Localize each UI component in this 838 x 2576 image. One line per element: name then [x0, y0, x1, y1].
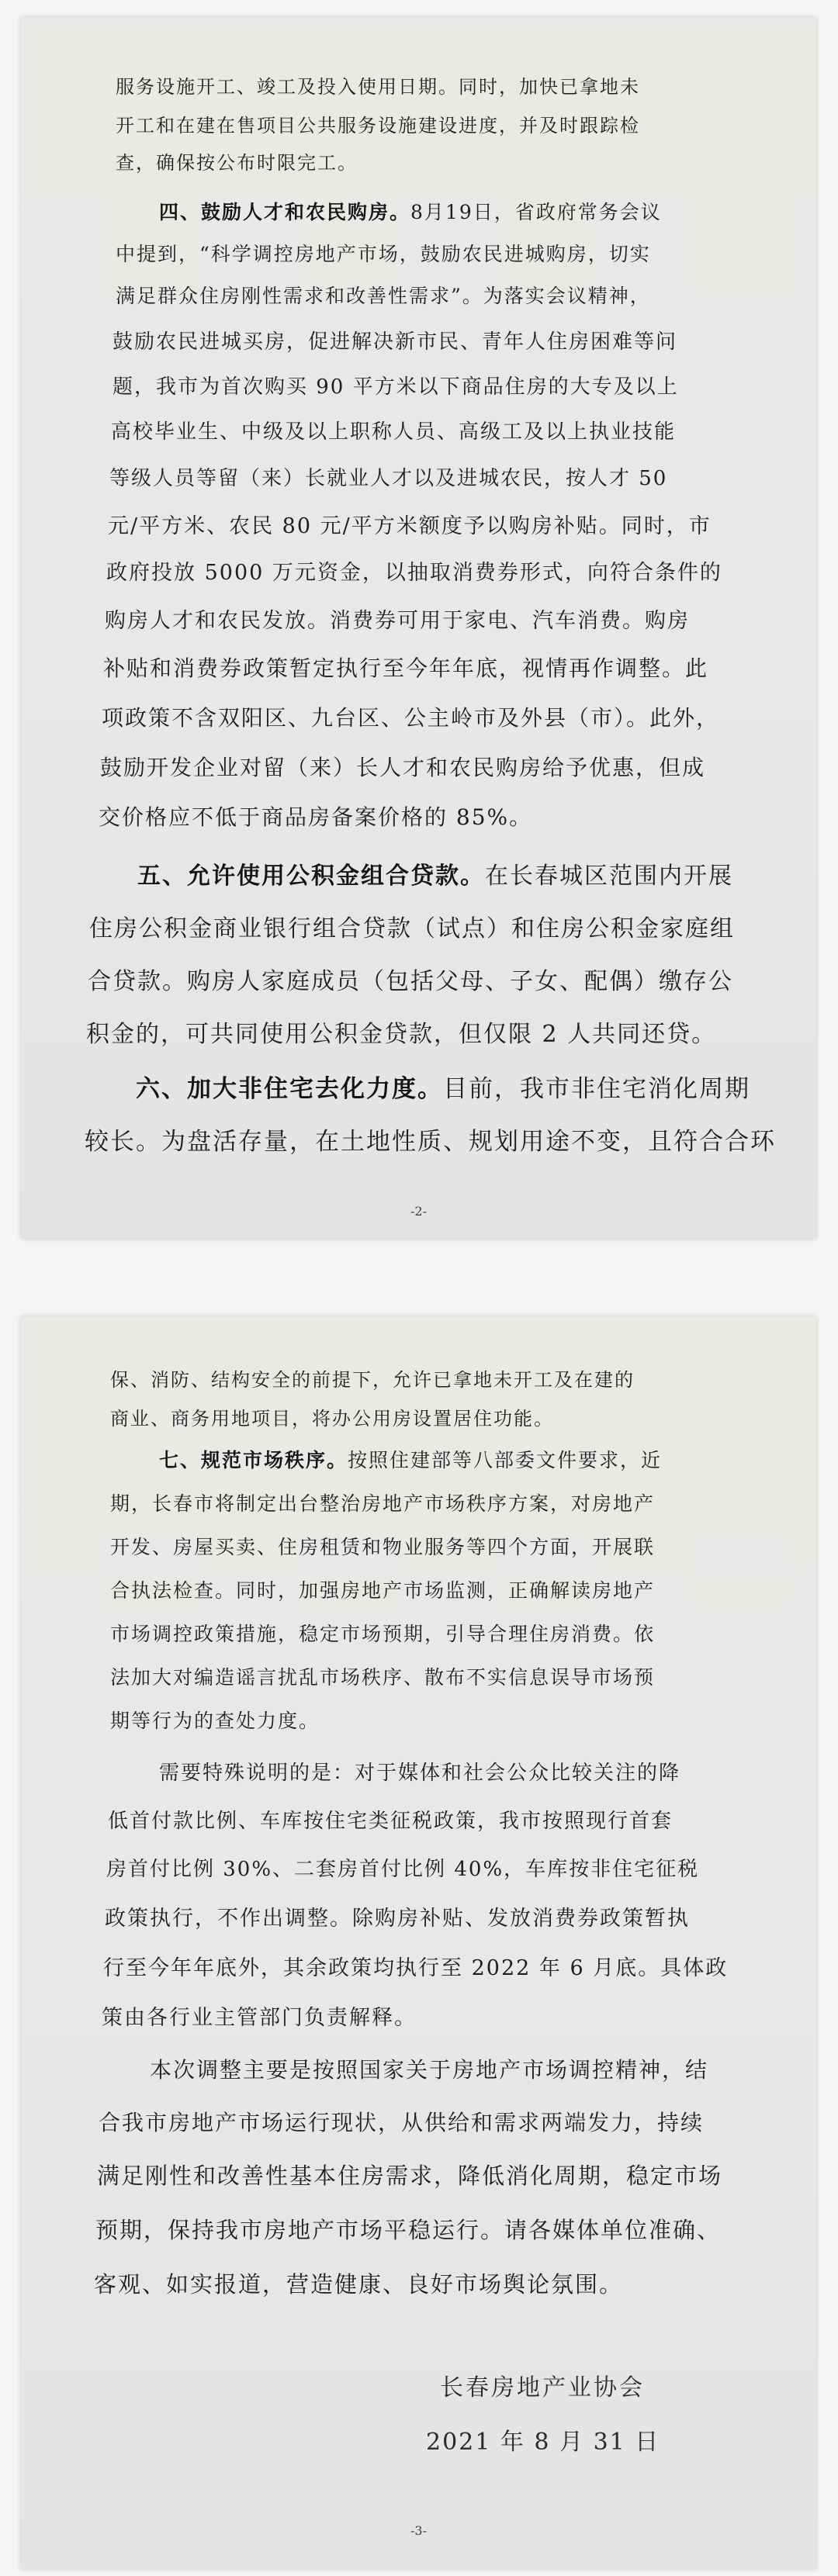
- text-line: 合我市房地产市场运行现状，从供给和需求两端发力，持续: [99, 2110, 705, 2135]
- text-line: 低首付款比例、车库按住宅类征税政策，我市按照现行首套: [108, 1810, 674, 1833]
- text-line: 项政策不含双阳区、九台区、公主岭市及外县（市）。此外，: [102, 705, 720, 731]
- text-line: 行至今年年底外，其余政策均执行至 2022 年 6 月底。具体政: [103, 1956, 729, 1980]
- text-line: 交价格应不低于商品房备案价格的 85%。: [99, 804, 533, 830]
- text-line: 购房人才和农民发放。消费券可用于家电、汽车消费。购房: [105, 609, 690, 633]
- text-line: 需要特殊说明的是：对于媒体和社会公众比较关注的降: [159, 1762, 681, 1785]
- page-number: -2-: [410, 1204, 427, 1219]
- section-6-heading: 六、加大非住宅去化力度。: [136, 1075, 443, 1103]
- text-line: 题，我市为首次购买 90 平方米以下商品住房的大专及以上: [113, 375, 679, 399]
- section-4-heading: 四、鼓励人才和农民购房。: [159, 201, 411, 223]
- text-line: 合执法检查。同时，加强房地产市场监测，正确解读房地产: [110, 1579, 656, 1602]
- text-line: 鼓励开发企业对留（来）长人才和农民购房给予优惠，但成: [100, 755, 706, 780]
- document-page-2: [21, 17, 816, 1239]
- section-5-line: [137, 856, 733, 890]
- text-line: 期等行为的查处力度。: [110, 1710, 320, 1732]
- section-4-text: 8月19日，省政府常务会议: [410, 201, 662, 223]
- section-4-line: [159, 197, 662, 225]
- text-line: 期，长春市将制定出台整治房地产市场秩序方案，对房地产: [110, 1492, 656, 1515]
- text-line: 满足刚性和改善性基本住房需求，降低消化周期，稳定市场: [97, 2163, 723, 2189]
- text-line: 住房公积金商业银行组合贷款（试点）和住房公积金家庭组: [89, 915, 735, 942]
- text-line: 客观、如实报道，营造健康、良好市场舆论氛围。: [94, 2271, 624, 2298]
- text-line: 合贷款。购房人家庭成员（包括父母、子女、配偶）缴存公: [88, 968, 733, 995]
- section-6-line: [136, 1069, 750, 1104]
- text-line: 策由各行业主管部门负责解释。: [102, 2006, 417, 2030]
- text-line: 满足群众住房刚性需求和改善性需求”。为落实会议精神，: [116, 285, 651, 307]
- text-line: 积金的，可共同使用公积金贷款，但仅限 2 人共同还贷。: [86, 1021, 717, 1048]
- text-line: 鼓励农民进城买房，促进解决新市民、青年人住房困难等问: [113, 330, 678, 354]
- section-7-text: 按照住建部等八部委文件要求，近: [348, 1449, 663, 1471]
- signature-date: 2021 年 8 月 31 日: [426, 2429, 660, 2456]
- section-6-text: 目前，我市非住宅消化周期: [443, 1075, 750, 1103]
- page-number: -3-: [410, 2523, 427, 2538]
- text-line: 市场调控政策措施，稳定市场预期，引导合理住房消费。依: [110, 1623, 656, 1645]
- text-line: 较长。为盘活存量，在土地性质、规划用途不变，且符合合环: [85, 1128, 776, 1156]
- signature-organization: 长春房地产业协会: [440, 2374, 645, 2401]
- text-line: 中提到，“科学调控房地产市场，鼓励农民进城购房，切实: [116, 243, 651, 265]
- section-5-text: 在长春城区范围内开展: [485, 863, 733, 890]
- text-line: 本次调整主要是按照国家关于房地产市场调控精神，结: [150, 2057, 709, 2083]
- text-line: 元/平方米、农民 80 元/平方米额度予以购房补贴。同时，市: [108, 514, 712, 538]
- text-line: 开工和在建在售项目公共服务设施建设进度，并及时跟踪检: [116, 115, 640, 137]
- text-line: 法加大对编造谣言扰乱市场秩序、散布不实信息误导市场预: [110, 1666, 656, 1689]
- text-line: 查，确保按公布时限完工。: [116, 152, 358, 174]
- text-line: 政策执行，不作出调整。除购房补贴、发放消费券政策暂执: [105, 1907, 690, 1931]
- text-line: 房首付比例 30%、二套房首付比例 40%，车库按非住宅征税: [106, 1858, 700, 1881]
- text-line: 预期，保持我市房地产市场平稳运行。请各媒体单位准确、: [95, 2217, 722, 2243]
- text-line: 保、消防、结构安全的前提下，允许已拿地未开工及在建的: [110, 1369, 635, 1391]
- text-line: 补贴和消费券政策暂定执行至今年年底，视情再作调整。此: [103, 655, 709, 681]
- section-5-heading: 五、允许使用公积金组合贷款。: [137, 863, 485, 890]
- text-line: 商业、商务用地项目，将办公用房设置居住功能。: [110, 1408, 554, 1430]
- text-line: 服务设施开工、竣工及投入使用日期。同时，加快已拿地未: [116, 76, 640, 98]
- section-7-line: [159, 1445, 662, 1473]
- section-7-heading: 七、规范市场秩序。: [159, 1449, 348, 1471]
- text-line: 政府投放 5000 万元资金，以抽取消费券形式，向符合条件的: [106, 561, 722, 585]
- document-page-3: [21, 1316, 816, 2569]
- text-line: 开发、房屋买卖、住房租赁和物业服务等四个方面，开展联: [110, 1536, 656, 1558]
- text-line: 等级人员等留（来）长就业人才以及进城农民，按人才 50: [109, 467, 668, 490]
- text-line: 高校毕业生、中级及以上职称人员、高级工及以上执业技能: [111, 420, 677, 444]
